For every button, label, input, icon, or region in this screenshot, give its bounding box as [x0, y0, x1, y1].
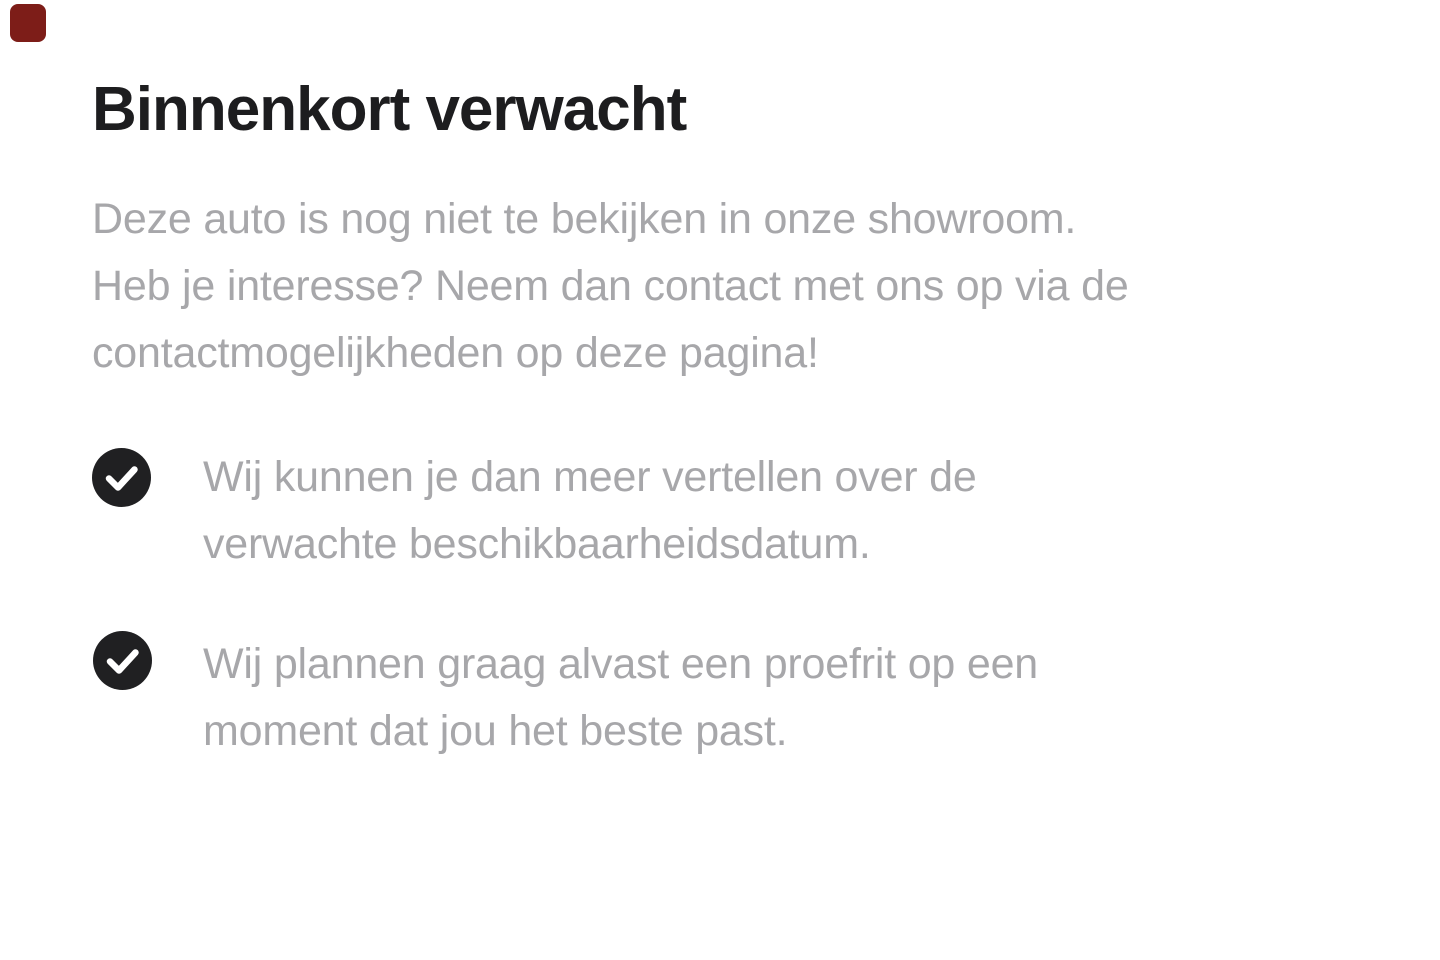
top-left-red-marker: [10, 4, 46, 42]
section-title: Binnenkort verwacht: [92, 75, 687, 144]
intro-line: contactmogelijkheden op deze pagina!: [92, 329, 819, 377]
check-circle-bg: [93, 631, 152, 690]
check-circle-bg: [92, 448, 151, 507]
bullet-item: [203, 444, 977, 578]
intro-line: Deze auto is nog niet te bekijken in onze showroom.: [92, 195, 1077, 243]
intro-line: Heb je interesse? Neem dan contact met ons op via de: [92, 262, 1129, 310]
bullet-line: verwachte beschikbaarheidsdatum.: [203, 520, 871, 568]
bullet-item: [203, 631, 1038, 765]
bullet-line: Wij plannen graag alvast een proefrit op een: [203, 640, 1039, 688]
bullet-line: Wij kunnen je dan meer vertellen over de: [203, 453, 977, 501]
intro-paragraph: [92, 186, 1129, 387]
bullet-line: moment dat jou het beste past.: [203, 707, 788, 755]
check-circle-icon: [92, 448, 151, 507]
check-circle-icon: [93, 631, 152, 690]
